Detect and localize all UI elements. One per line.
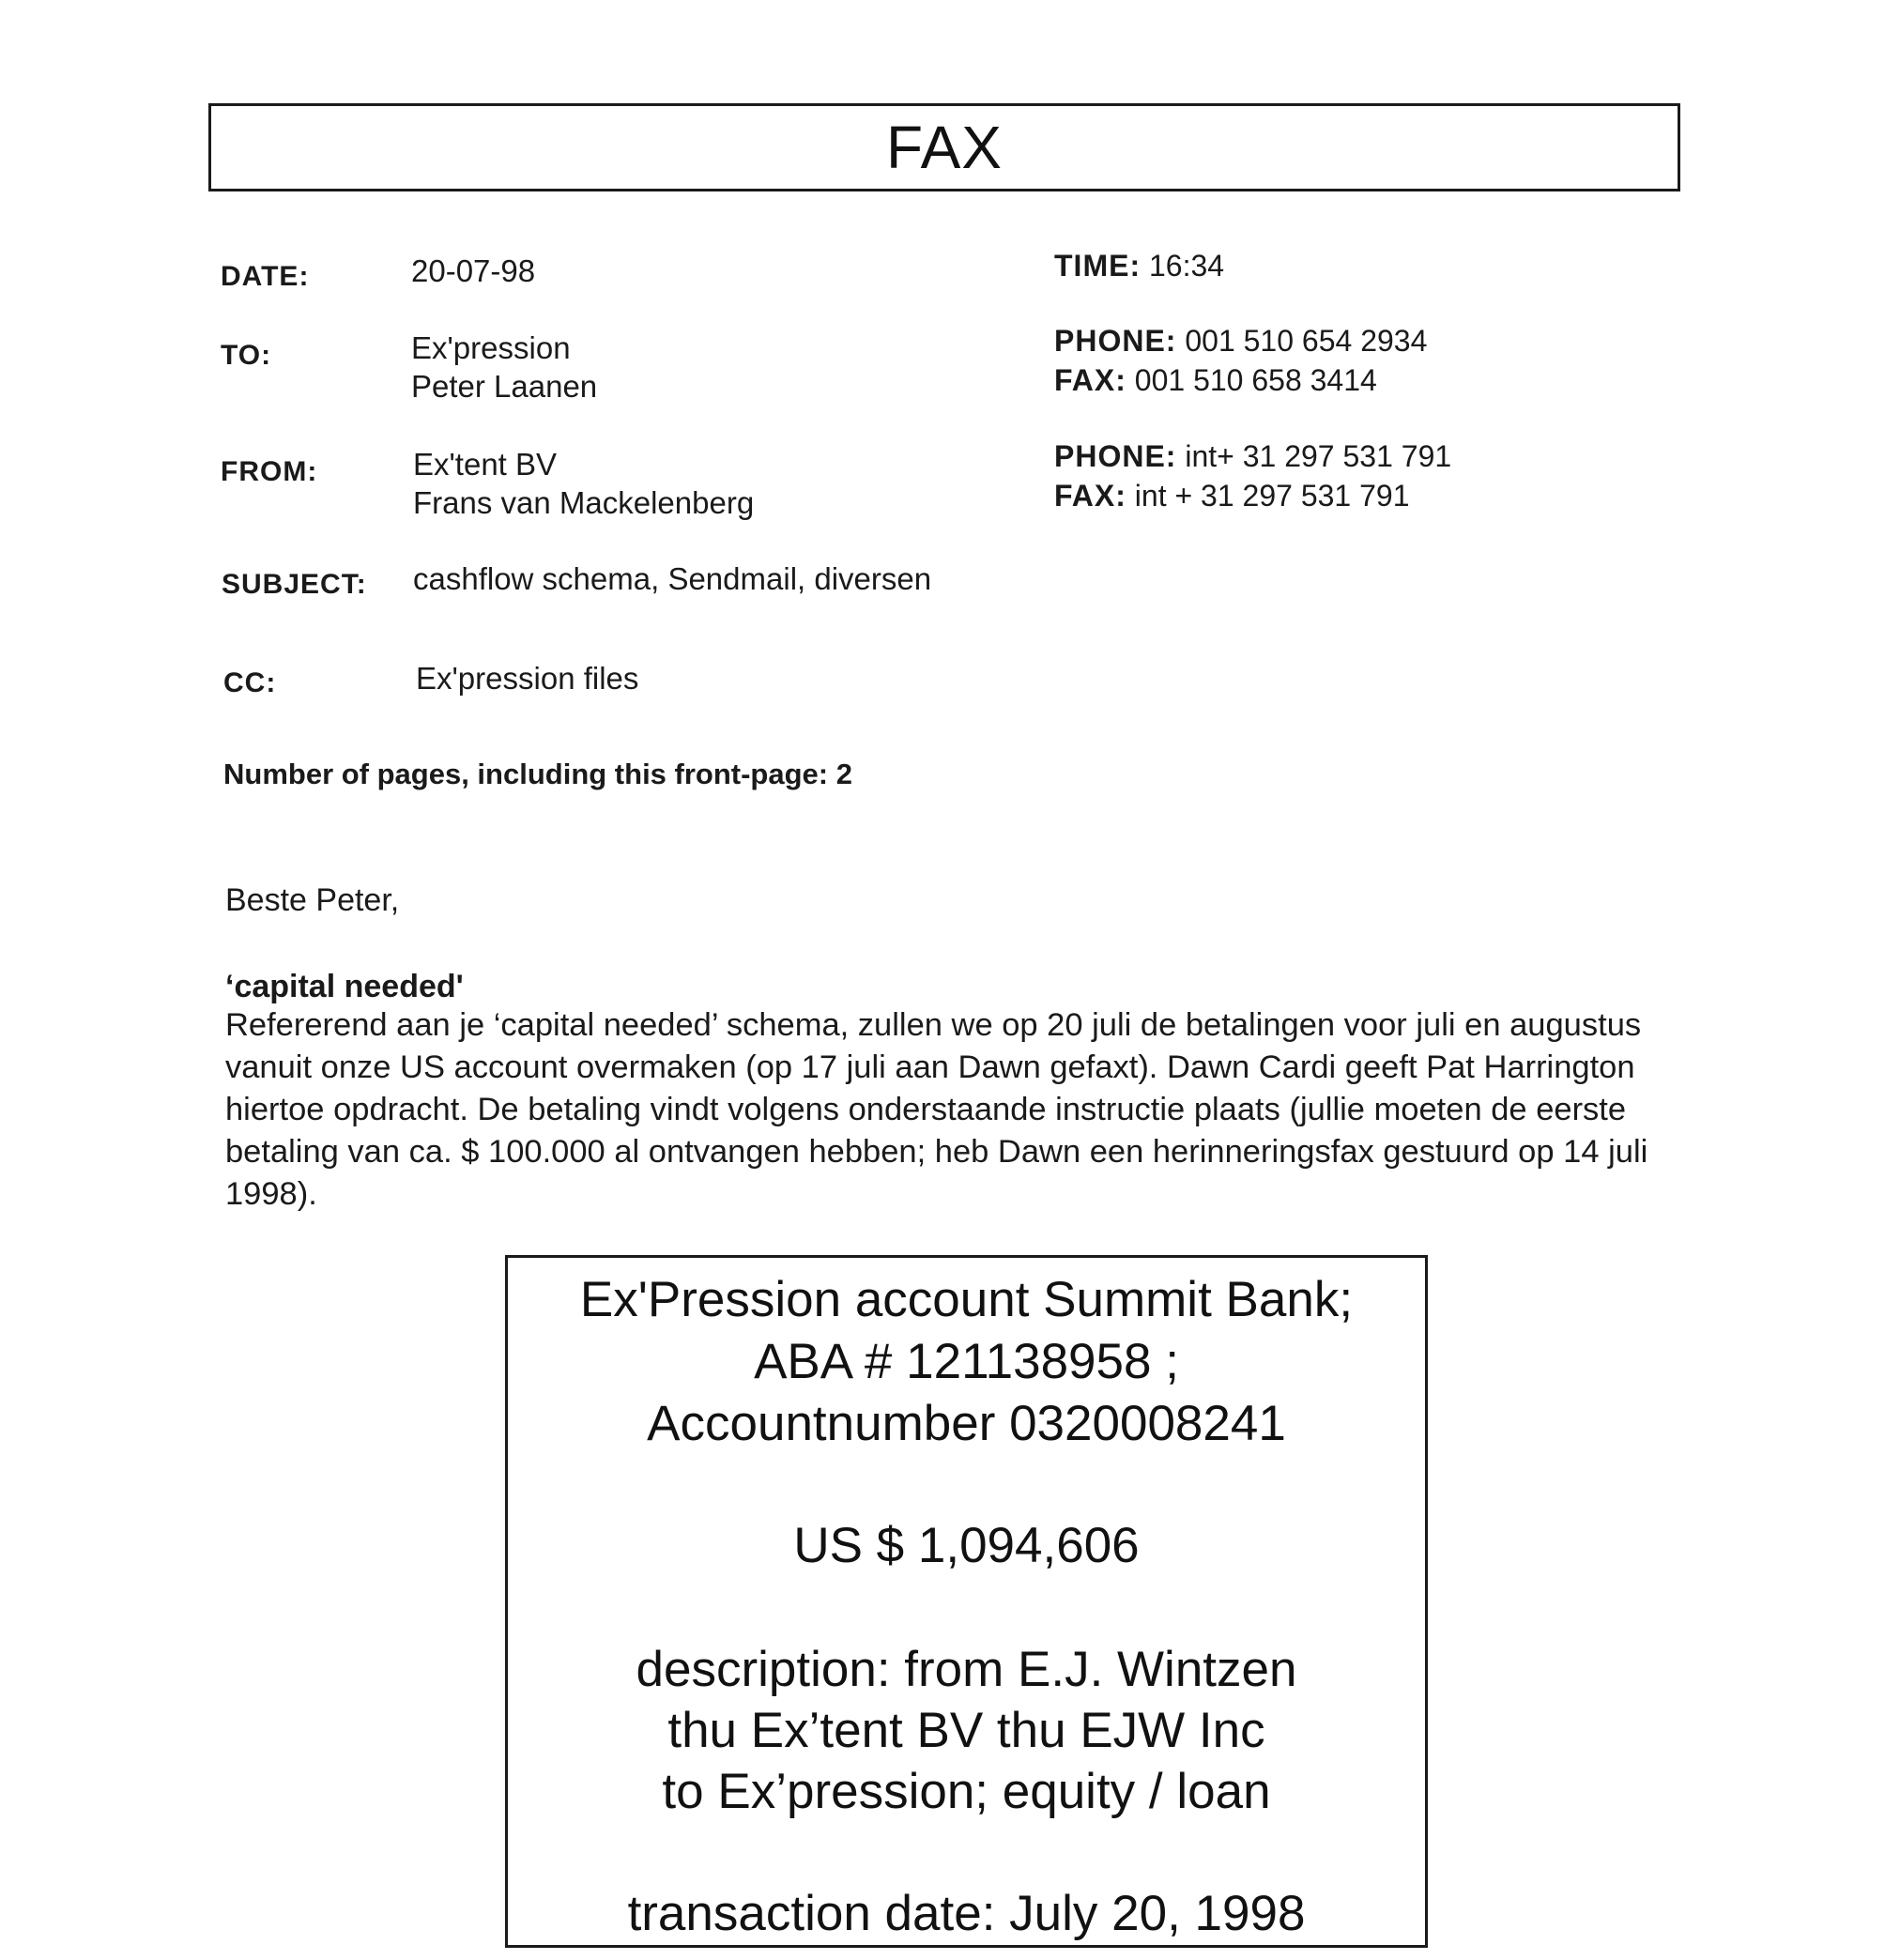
to-fax-value: 001 510 658 3414 [1134,363,1377,397]
date-value: 20-07-98 [411,253,536,288]
account-number-line: Accountnumber 0320008241 [647,1396,1286,1451]
from-fax-label: FAX: [1054,479,1126,513]
time-label: TIME: [1054,249,1142,283]
from-fax-value: int + 31 297 531 791 [1134,479,1410,513]
aba-number-line: ABA # 121138958 ; [754,1334,1179,1389]
to-fax-label: FAX: [1054,363,1126,397]
from-company: Ex'tent BV [413,447,558,482]
time-line [1054,246,1224,285]
transaction-date-line: transaction date: July 20, 1998 [627,1886,1306,1941]
cc-value: Ex'pression files [416,661,639,696]
to-company: Ex'pression [411,330,571,365]
description-line-3: to Ex’pression; equity / loan [662,1764,1271,1819]
to-value [411,329,597,406]
from-contact [1054,436,1451,515]
section-heading: ‘capital needed' [225,969,464,1004]
bank-account-line: Ex'Pression account Summit Bank; [579,1272,1354,1327]
to-contact [1054,321,1427,400]
from-person: Frans van Mackelenberg [413,485,755,520]
to-person: Peter Laanen [411,369,598,404]
to-phone-line [1054,321,1427,360]
from-value [413,445,754,522]
from-label: FROM: [221,456,318,487]
date-label: DATE: [221,261,310,292]
amount-line: US $ 1,094,606 [793,1518,1140,1573]
letter-body: Refererend aan je ‘capital needed’ schema, zullen we op 20 juli de betalingen voor juli en augustus vanuit onze US account overmaken (op 17 juli aan Dawn gefaxt). Dawn Cardi geeft Pat Harrington hiertoe opdracht. De betaling vindt volgens onderstaande instructie plaats (jullie moeten de eerste betaling van ca. $ 100.000 al ontvangen hebben; heb Dawn een herinneringsfax gestuurd op 14 juli 1998). [225,1007,1648,1212]
payment-instruction-box [505,1255,1428,1948]
from-fax-line [1054,476,1451,515]
pages-count-line: Number of pages, including this front-page: 2 [223,758,852,790]
cc-label: CC: [223,667,277,698]
fax-header-box [208,103,1680,191]
description-line-2: thu Ex’tent BV thu EJW Inc [667,1703,1265,1758]
to-phone-label: PHONE: [1054,324,1177,358]
to-phone-value: 001 510 654 2934 [1185,324,1428,358]
subject-label: SUBJECT: [222,569,367,600]
time-value: 16:34 [1148,249,1225,283]
from-phone-line [1054,436,1451,476]
from-phone-label: PHONE: [1054,439,1177,473]
to-label: TO: [221,340,272,371]
subject-value: cashflow schema, Sendmail, diversen [413,561,932,596]
description-line-1: description: from E.J. Wintzen [636,1642,1297,1697]
fax-title: FAX [886,114,1003,181]
to-fax-line [1054,360,1427,400]
salutation: Beste Peter, [225,882,400,918]
from-phone-value: int+ 31 297 531 791 [1185,439,1452,473]
